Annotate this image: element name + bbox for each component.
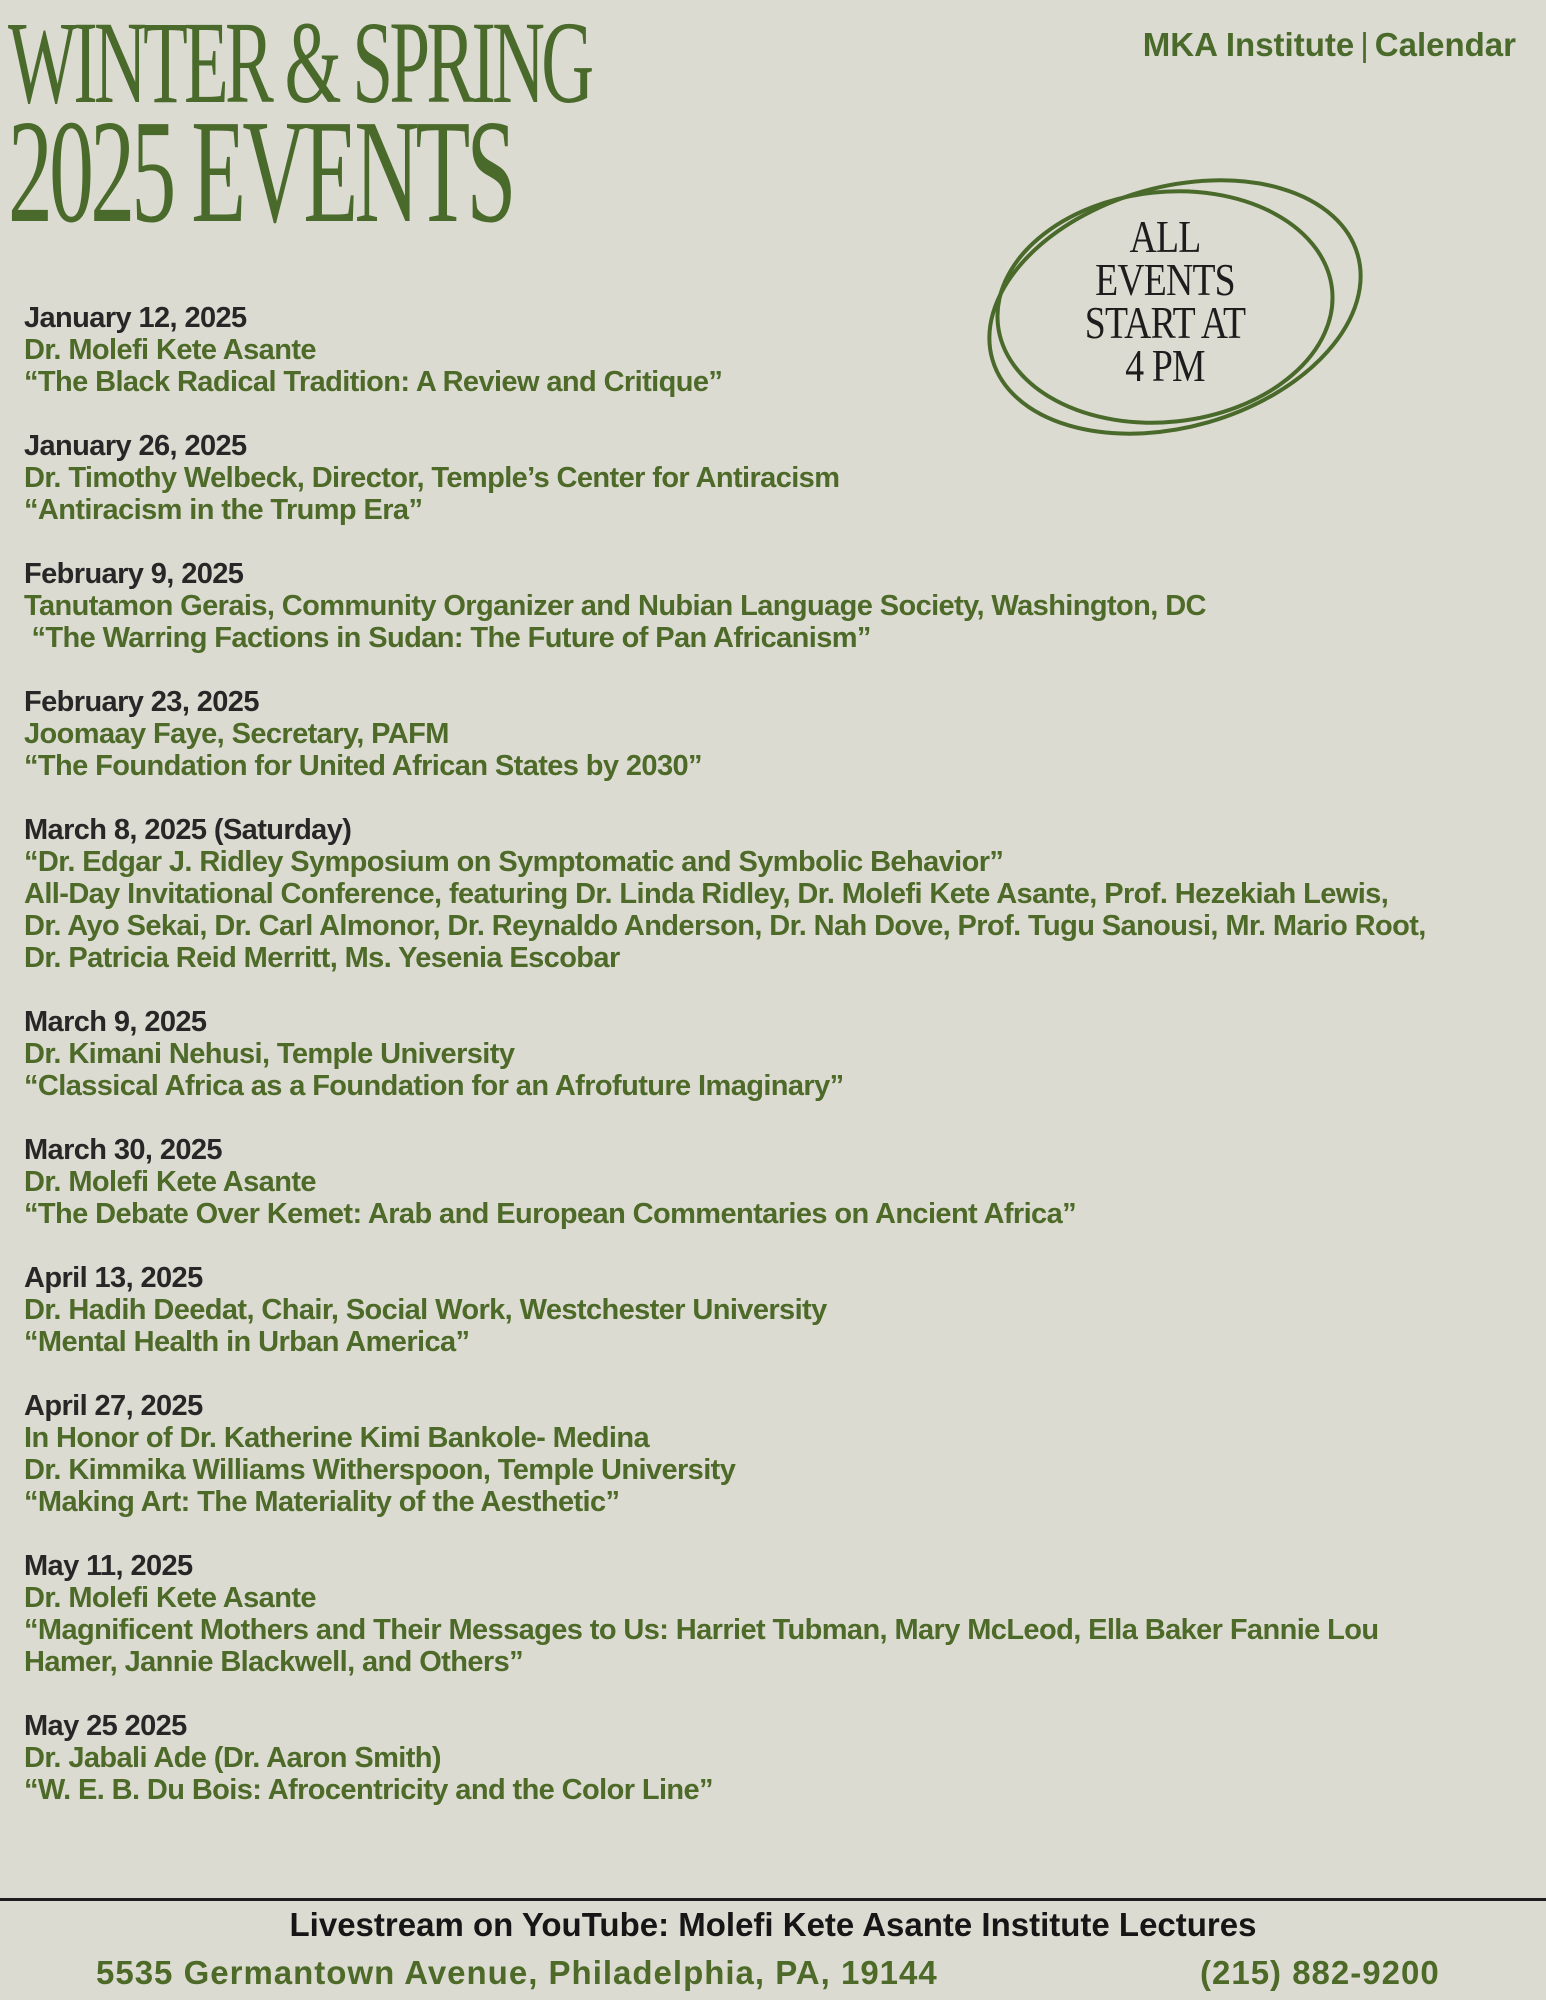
badge-line: START AT [1084,297,1246,348]
event-detail: “Making Art: The Materiality of the Aesthetic” [24,1486,620,1518]
event-item [24,430,1524,526]
event-date: February 9, 2025 [24,558,244,590]
header-separator: | [1360,26,1369,63]
event-date: May 11, 2025 [24,1550,193,1582]
event-date: March 8, 2025 (Saturday) [24,814,352,846]
footer-divider [0,1898,1546,1901]
address: 5535 Germantown Avenue, Philadelphia, PA, 19144 [96,1954,938,1991]
event-date: January 12, 2025 [24,302,247,334]
event-detail: All-Day Invitational Conference, featuring Dr. Linda Ridley, Dr. Molefi Kete Asante, Prof. Hezekiah Lewis, [24,878,1389,910]
event-item [24,1134,1524,1230]
event-detail: Dr. Ayo Sekai, Dr. Carl Almonor, Dr. Reynaldo Anderson, Dr. Nah Dove, Prof. Tugu Sanousi, Mr. Mario Root, [24,910,1426,942]
page-title-line-1: WINTER & SPRING [8,0,591,128]
institute-name: MKA Institute [1142,26,1355,63]
event-detail: “The Black Radical Tradition: A Review and Critique” [24,366,723,398]
event-item [24,1262,1524,1358]
event-item [24,1550,1524,1678]
event-date: February 23, 2025 [24,686,259,718]
event-item [24,686,1524,782]
event-detail: Dr. Molefi Kete Asante [24,334,316,366]
livestream-info: Livestream on YouTube: Molefi Kete Asante Institute Lectures [289,1906,1257,1943]
badge-line: EVENTS [1095,254,1235,305]
event-detail: Dr. Kimani Nehusi, Temple University [24,1038,515,1070]
event-detail: Hamer, Jannie Blackwell, and Others” [24,1646,523,1678]
event-detail: In Honor of Dr. Katherine Kimi Bankole- Medina [24,1422,649,1454]
badge-line: ALL [1129,211,1201,262]
event-detail: Joomaay Faye, Secretary, PAFM [24,718,449,750]
event-detail: Dr. Hadih Deedat, Chair, Social Work, Westchester University [24,1294,827,1326]
event-detail: “The Debate Over Kemet: Arab and European Commentaries on Ancient Africa” [24,1198,1076,1230]
header-brand [1143,26,1516,64]
event-item [24,814,1524,974]
event-item [24,1710,1524,1806]
event-item [24,1390,1524,1518]
event-date: May 25 2025 [24,1710,187,1742]
event-item [24,1006,1524,1102]
event-date: April 27, 2025 [24,1390,203,1422]
event-detail: “The Foundation for United African States by 2030” [24,750,702,782]
event-detail: “Dr. Edgar J. Ridley Symposium on Symptomatic and Symbolic Behavior” [24,846,1004,878]
event-detail: Dr. Patricia Reid Merritt, Ms. Yesenia Escobar [24,942,620,974]
event-detail: Dr. Timothy Welbeck, Director, Temple’s Center for Antiracism [24,462,840,494]
event-detail: Dr. Molefi Kete Asante [24,1582,316,1614]
event-item [24,297,1524,398]
event-date: April 13, 2025 [24,1262,203,1294]
event-date: March 9, 2025 [24,1006,207,1038]
event-detail: “Mental Health in Urban America” [24,1326,470,1358]
badge-line: 4 PM [1125,340,1205,391]
event-detail: “Antiracism in the Trump Era” [24,494,423,526]
page-title-line-2: 2025 EVENTS [8,90,513,254]
event-detail: “The Warring Factions in Sudan: The Future of Pan Africanism” [24,622,871,654]
event-detail: Dr. Jabali Ade (Dr. Aaron Smith) [24,1742,441,1774]
event-date: January 26, 2025 [24,430,247,462]
phone-number: (215) 882-9200 [1200,1954,1440,1991]
event-detail: Dr. Kimmika Williams Witherspoon, Temple University [24,1454,736,1486]
event-detail: “Classical Africa as a Foundation for an Afrofuture Imaginary” [24,1070,844,1102]
event-detail: Tanutamon Gerais, Community Organizer and Nubian Language Society, Washington, DC [24,590,1206,622]
event-detail: Dr. Molefi Kete Asante [24,1166,316,1198]
event-item [24,558,1524,654]
event-list [24,297,1524,1838]
event-detail: “Magnificent Mothers and Their Messages to Us: Harriet Tubman, Mary McLeod, Ella Baker Fannie Lou [24,1614,1379,1646]
event-date: March 30, 2025 [24,1134,222,1166]
event-detail: “W. E. B. Du Bois: Afrocentricity and the Color Line” [24,1774,713,1806]
calendar-label: Calendar [1374,26,1516,63]
